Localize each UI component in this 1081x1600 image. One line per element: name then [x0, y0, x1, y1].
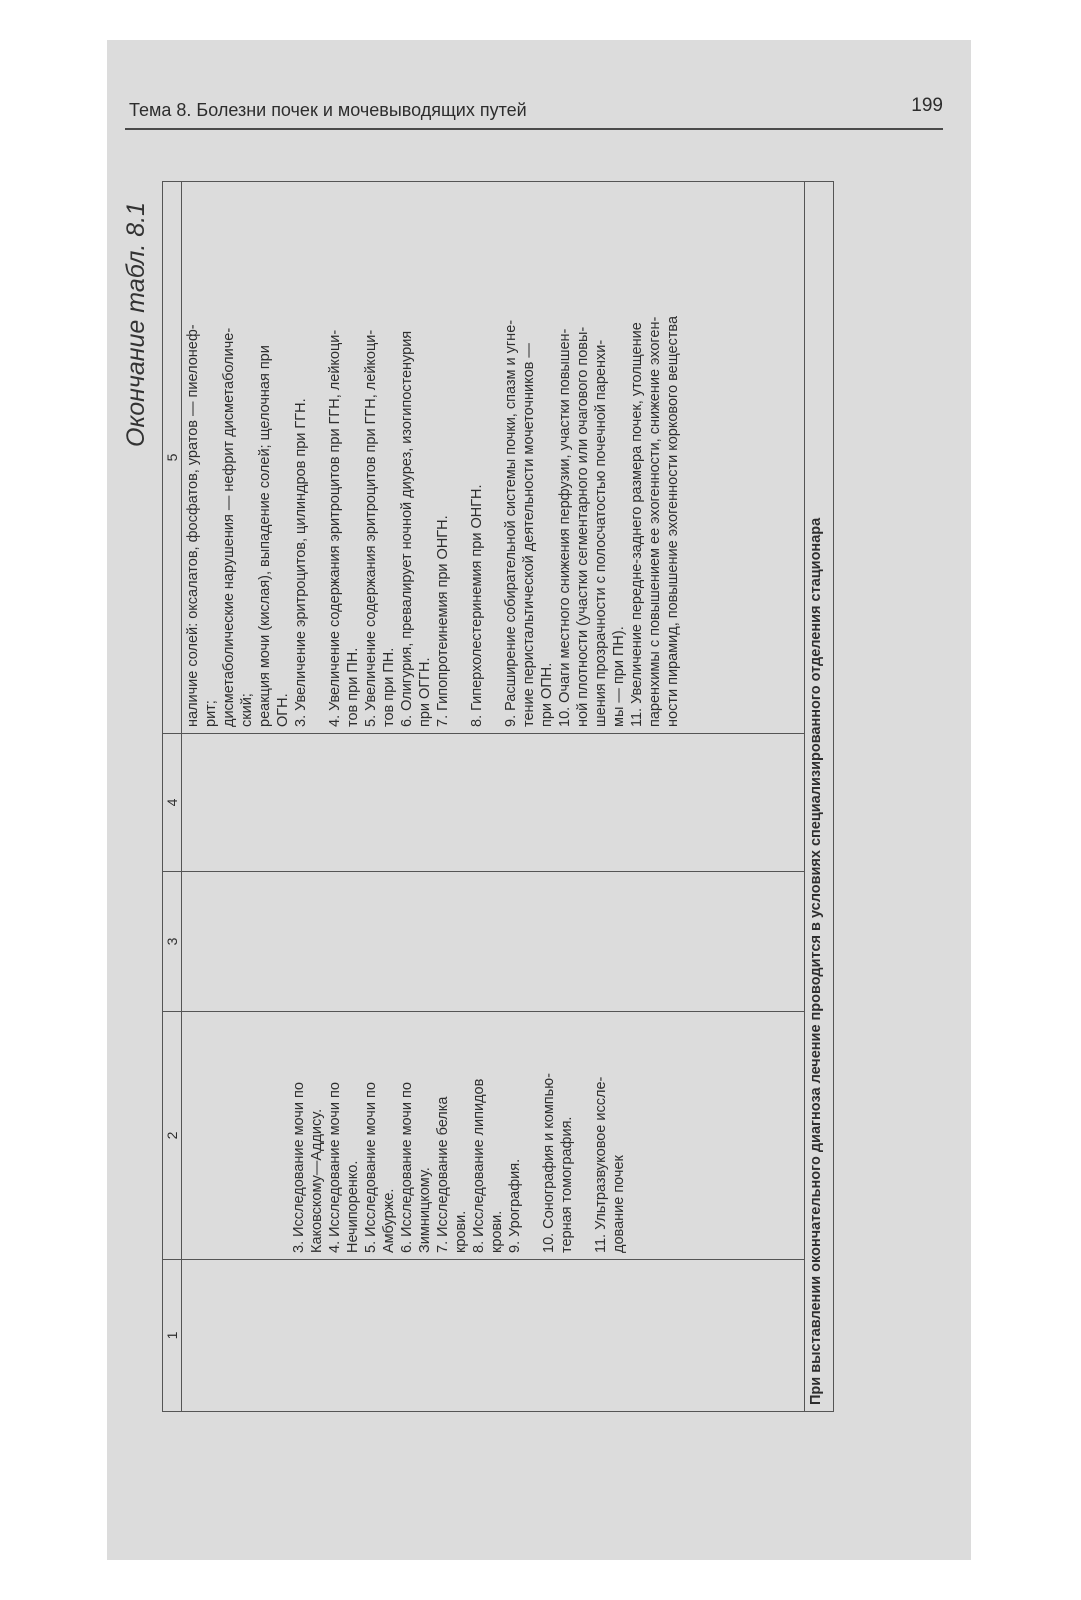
- scanned-page: [107, 40, 971, 1560]
- column-number: 1: [163, 1260, 182, 1412]
- text-line: тение перистальтической деятельности мочеточников —: [521, 343, 537, 727]
- text-line: 9. Урография.: [507, 1158, 523, 1253]
- cell-col2: [182, 1012, 805, 1260]
- group-gap: [576, 1018, 592, 1253]
- cell-col5: [182, 182, 805, 734]
- text-line: дование почек: [611, 1155, 627, 1253]
- text-line: Каковскому—Аддису.: [309, 1108, 325, 1253]
- text-line: 6. Исследование мочи по: [399, 1082, 415, 1253]
- footer-row: [805, 182, 834, 1412]
- column-number-row: [163, 182, 182, 1412]
- text-line: 10. Сонография и компью-: [541, 1073, 557, 1253]
- group-gap: [486, 188, 502, 727]
- group-gap: [452, 188, 468, 727]
- text-line: крови.: [453, 1210, 469, 1253]
- text-line: дисметаболические нарушения — нефрит дисметаболиче-: [221, 327, 237, 727]
- text-line: Зимницкому.: [417, 1167, 433, 1253]
- text-line: ной плотности (участки сегментарного или очагового повы-: [575, 326, 591, 727]
- text-line: 8. Исследование липидов: [471, 1078, 487, 1253]
- text-line: 5. Увеличение содержания эритроцитов при ГГН, лейкоци-: [363, 329, 379, 727]
- text-line: при ОПН.: [539, 662, 555, 727]
- cell-col1: [182, 1260, 805, 1412]
- page-number: 199: [911, 95, 943, 116]
- cell-col4: [182, 734, 805, 872]
- text-line: реакция мочи (кислая), выпадение солей; щелочная при: [257, 345, 273, 727]
- running-header: Тема 8. Болезни почек и мочевыводящих путей: [129, 100, 527, 120]
- text-line: при ОГГН.: [417, 657, 433, 727]
- text-line: 7. Гипопротеинемия при ОНГН.: [435, 515, 451, 727]
- rotated-table-block: [114, 132, 834, 1412]
- table-caption: Окончание табл. 8.1: [122, 202, 150, 447]
- text-line: 11. Увеличение передне-заднего размера почек, утолщение: [629, 322, 645, 727]
- table-row: [182, 182, 805, 1412]
- text-line: 3. Увеличение эритроцитов, цилиндров при ГГН.: [293, 398, 309, 727]
- cell-col3: [182, 872, 805, 1012]
- text-line: 3. Исследование мочи по: [291, 1082, 307, 1253]
- data-table: [162, 181, 834, 1412]
- text-line: ОГН.: [275, 693, 291, 727]
- text-line: ский;: [239, 693, 255, 727]
- text-line: мы — при ПН).: [611, 626, 627, 727]
- text-line: рит;: [203, 700, 219, 727]
- col5-text: [184, 188, 682, 727]
- text-line: Амбурже.: [381, 1188, 397, 1253]
- text-line: Нечипоренко.: [345, 1160, 361, 1253]
- col2-text: [290, 1018, 628, 1253]
- text-line: шения прозрачности с полосчатостью почечной паренхи-: [593, 339, 609, 727]
- text-line: 7. Исследование белка: [435, 1096, 451, 1253]
- header-rule: [125, 128, 943, 130]
- text-line: тов при ПН.: [381, 647, 397, 727]
- text-line: ности пирамид, повышение эхогенности коркового вещества: [665, 315, 681, 727]
- text-line: 10. Очаги местного снижения перфузии, участки повышен-: [557, 328, 573, 727]
- text-line: 4. Увеличение содержания эритроцитов при ГГН, лейкоци-: [327, 329, 343, 727]
- column-number: 2: [163, 1012, 182, 1260]
- text-line: паренхимы с повышением ее эхогенности, снижение эхоген-: [647, 316, 663, 727]
- text-line: 6. Олигурия, превалирует ночной диурез, изогипостенурия: [399, 330, 415, 727]
- text-line: наличие солей: оксалатов, фосфатов, уратов — пиелонеф-: [185, 324, 201, 727]
- group-gap: [524, 1018, 540, 1253]
- column-number: 3: [163, 872, 182, 1012]
- text-line: 9. Расширение собирательной системы почки, спазм и угне-: [503, 319, 519, 727]
- column-number: 5: [163, 182, 182, 734]
- text-line: 8. Гиперхолестеринемия при ОНГН.: [469, 484, 485, 727]
- text-line: 4. Исследование мочи по: [327, 1082, 343, 1253]
- text-line: 5. Исследование мочи по: [363, 1082, 379, 1253]
- text-line: тов при ПН.: [345, 647, 361, 727]
- footer-note: При выставлении окончательного диагноза лечение проводится в условиях специализированного отделения стационара: [805, 182, 834, 1412]
- text-line: 11. Ультразвуковое иссле-: [593, 1076, 609, 1253]
- column-number: 4: [163, 734, 182, 872]
- group-gap: [310, 188, 326, 727]
- text-line: крови.: [489, 1210, 505, 1253]
- text-line: терная томография.: [559, 1116, 575, 1253]
